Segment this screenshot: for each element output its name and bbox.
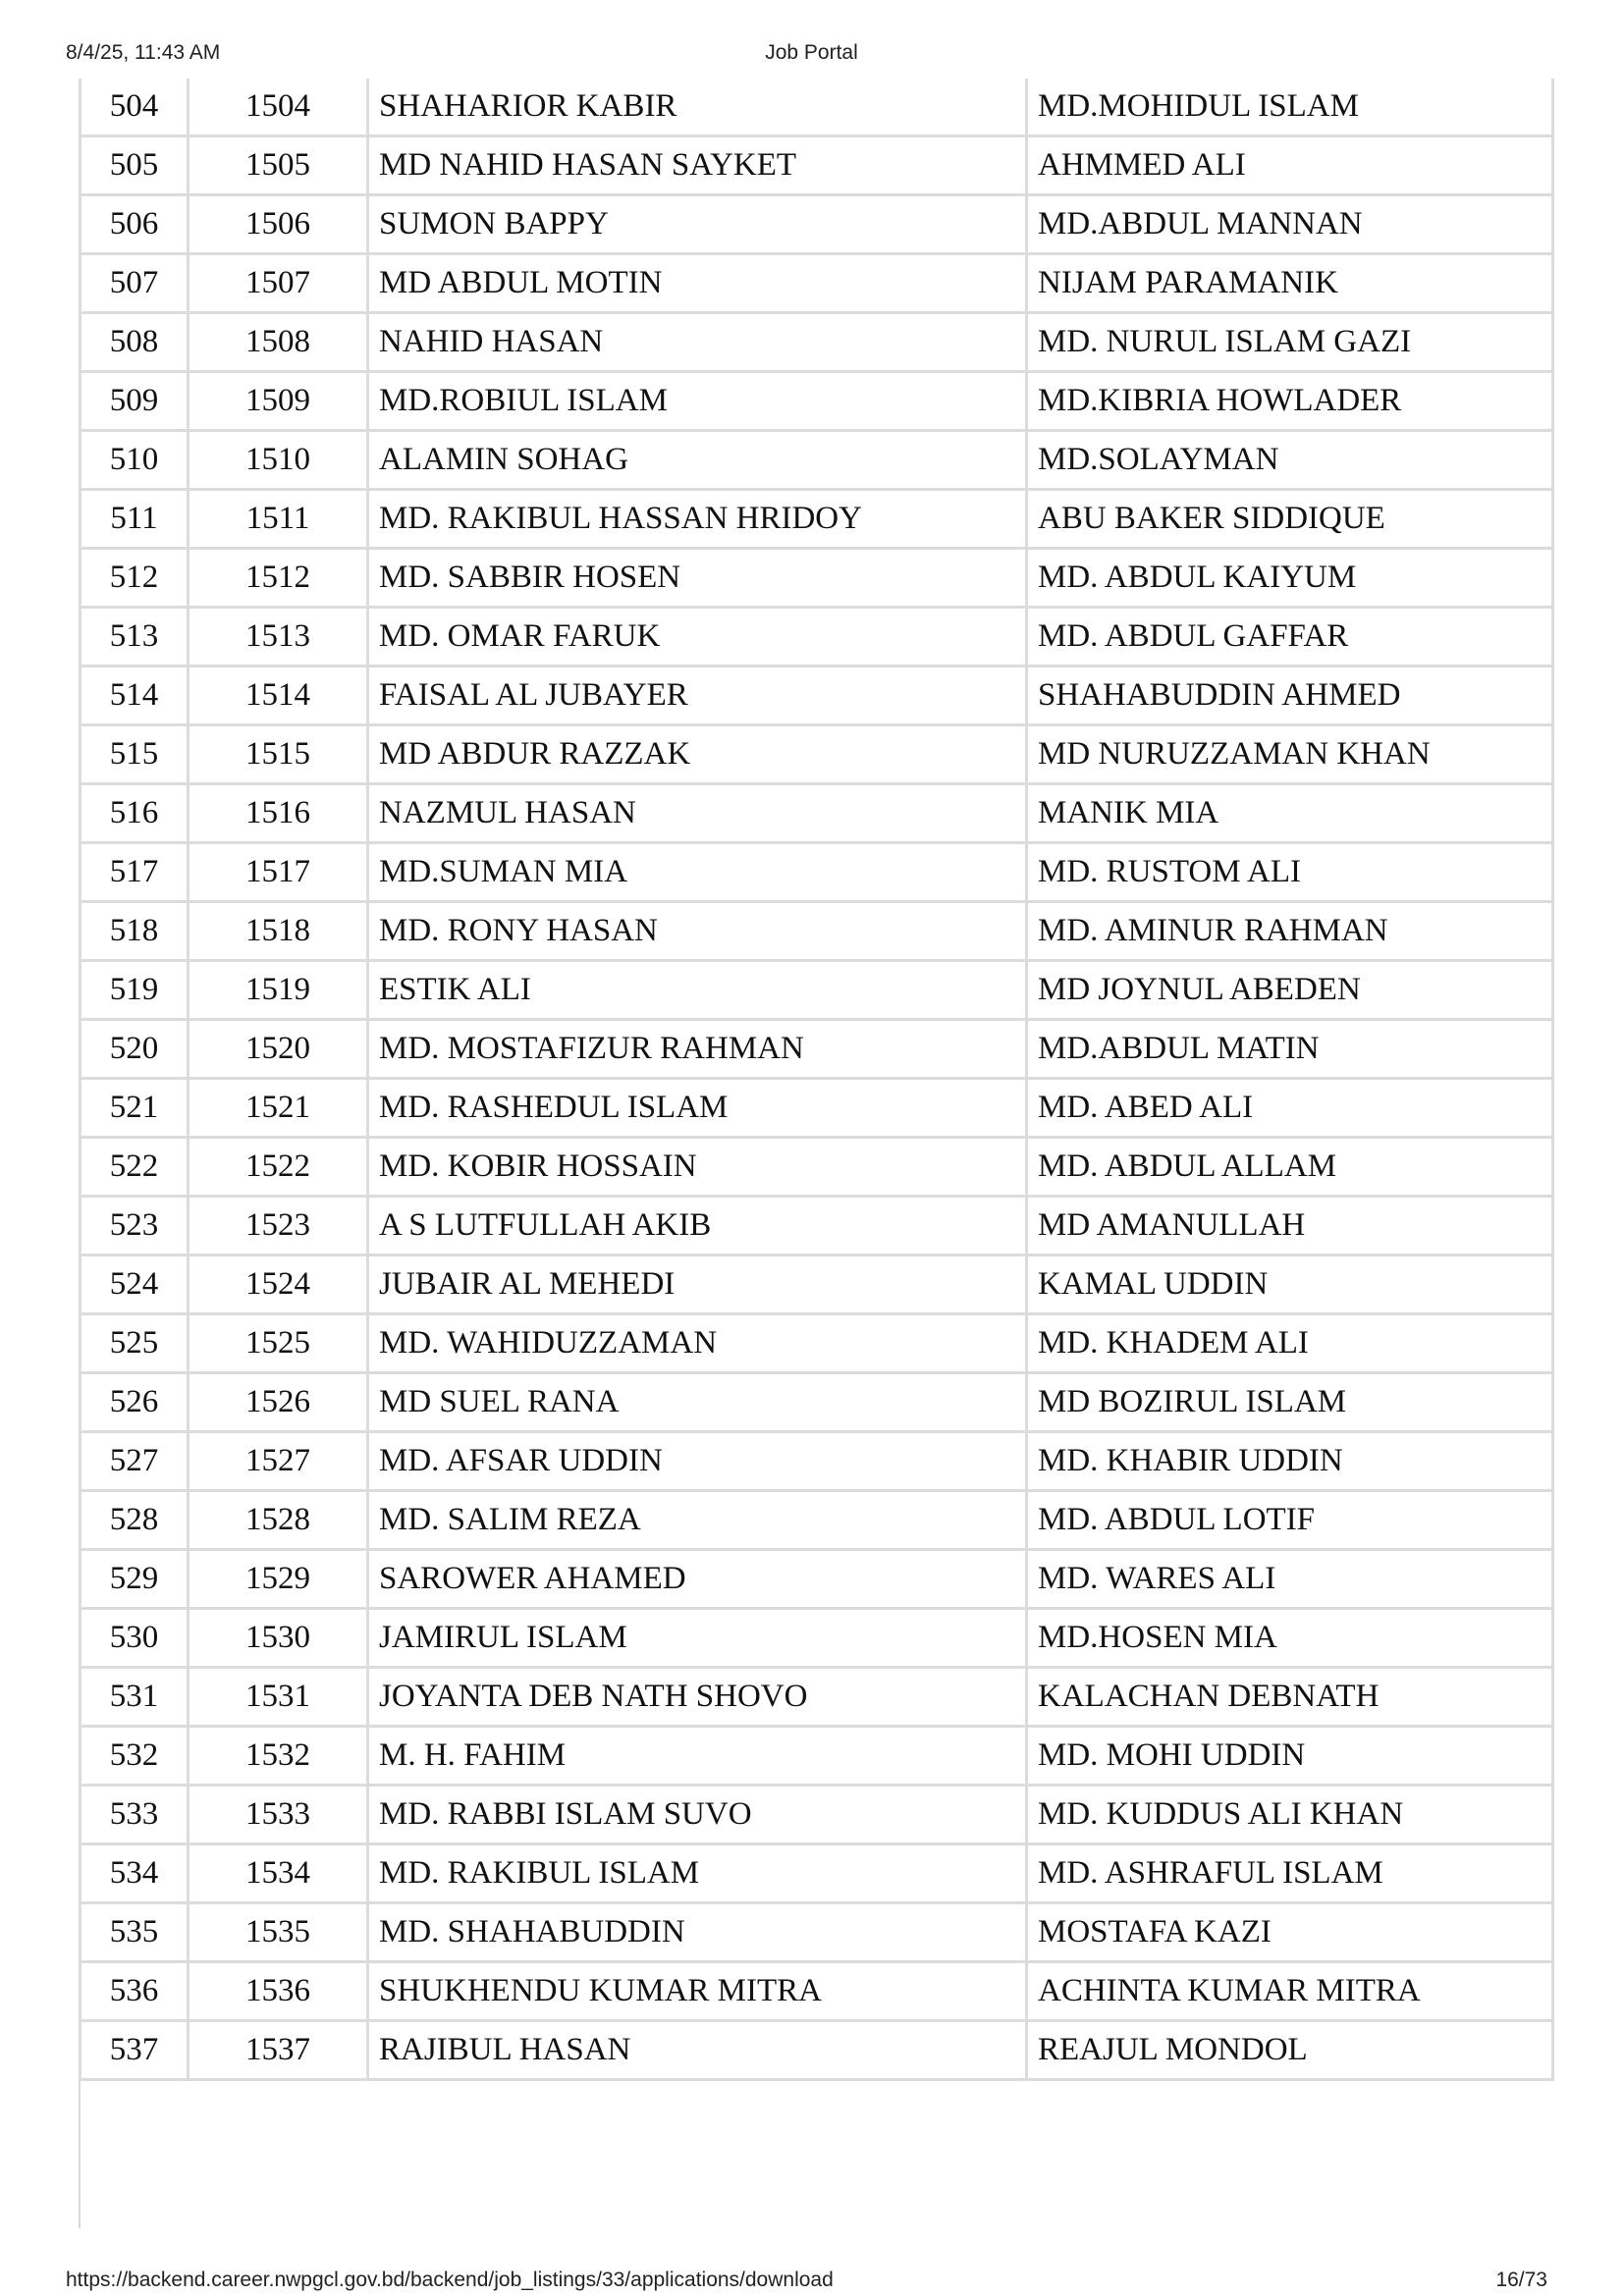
roll-cell: 1512 <box>189 549 368 608</box>
applicant-name-cell: ESTIK ALI <box>368 961 1027 1020</box>
father-name-cell: MD.ABDUL MATIN <box>1027 1020 1553 1079</box>
father-name-cell: NIJAM PARAMANIK <box>1027 254 1553 313</box>
roll-cell: 1528 <box>189 1491 368 1550</box>
table-row <box>81 843 1553 902</box>
print-header <box>0 41 1623 69</box>
roll-cell: 1520 <box>189 1020 368 1079</box>
applicant-name-cell: NAHID HASAN <box>368 313 1027 372</box>
applicant-name-cell: RAJIBUL HASAN <box>368 2021 1027 2080</box>
applicant-name-cell: MD. RASHEDUL ISLAM <box>368 1079 1027 1138</box>
applicant-name-cell: MD ABDUL MOTIN <box>368 254 1027 313</box>
table-row <box>81 961 1553 1020</box>
serial-cell: 523 <box>81 1197 189 1255</box>
applicant-name-cell: NAZMUL HASAN <box>368 784 1027 843</box>
applicant-name-cell: MD. KOBIR HOSSAIN <box>368 1138 1027 1197</box>
applicant-name-cell: MD. OMAR FARUK <box>368 608 1027 667</box>
serial-cell: 507 <box>81 254 189 313</box>
serial-cell: 530 <box>81 1609 189 1668</box>
table-row <box>81 1844 1553 1903</box>
applicant-name-cell: SHUKHENDU KUMAR MITRA <box>368 1962 1027 2021</box>
roll-cell: 1510 <box>189 431 368 490</box>
table-row <box>81 667 1553 725</box>
table-row <box>81 1432 1553 1491</box>
roll-cell: 1511 <box>189 490 368 549</box>
serial-cell: 527 <box>81 1432 189 1491</box>
father-name-cell: MD. ABDUL LOTIF <box>1027 1491 1553 1550</box>
applicant-name-cell: MD. SABBIR HOSEN <box>368 549 1027 608</box>
print-datetime: 8/4/25, 11:43 AM <box>66 41 221 64</box>
table-row <box>81 1197 1553 1255</box>
page-url: https://backend.career.nwpgcl.gov.bd/backend/job_listings/33/applications/download <box>66 2269 834 2291</box>
serial-cell: 518 <box>81 902 189 961</box>
serial-cell: 515 <box>81 725 189 784</box>
table-row <box>81 490 1553 549</box>
roll-cell: 1534 <box>189 1844 368 1903</box>
applicant-name-cell: MD. SALIM REZA <box>368 1491 1027 1550</box>
applicants-table <box>79 79 1554 2081</box>
table-row <box>81 1491 1553 1550</box>
applicant-name-cell: MD. RAKIBUL HASSAN HRIDOY <box>368 490 1027 549</box>
serial-cell: 536 <box>81 1962 189 2021</box>
table-row <box>81 1962 1553 2021</box>
roll-cell: 1518 <box>189 902 368 961</box>
page-number: 16/73 <box>1495 2269 1547 2291</box>
table-row <box>81 313 1553 372</box>
roll-cell: 1516 <box>189 784 368 843</box>
serial-cell: 511 <box>81 490 189 549</box>
serial-cell: 529 <box>81 1550 189 1609</box>
table-row <box>81 372 1553 431</box>
applicant-name-cell: JUBAIR AL MEHEDI <box>368 1255 1027 1314</box>
roll-cell: 1523 <box>189 1197 368 1255</box>
serial-cell: 537 <box>81 2021 189 2080</box>
table-row <box>81 608 1553 667</box>
father-name-cell: KALACHAN DEBNATH <box>1027 1668 1553 1727</box>
father-name-cell: MOSTAFA KAZI <box>1027 1903 1553 1962</box>
table-row <box>81 1903 1553 1962</box>
roll-cell: 1515 <box>189 725 368 784</box>
applicant-name-cell: MD. MOSTAFIZUR RAHMAN <box>368 1020 1027 1079</box>
serial-cell: 520 <box>81 1020 189 1079</box>
roll-cell: 1521 <box>189 1079 368 1138</box>
table-row <box>81 1373 1553 1432</box>
father-name-cell: SHAHABUDDIN AHMED <box>1027 667 1553 725</box>
applicant-name-cell: MD NAHID HASAN SAYKET <box>368 136 1027 195</box>
serial-cell: 533 <box>81 1786 189 1844</box>
roll-cell: 1533 <box>189 1786 368 1844</box>
roll-cell: 1527 <box>189 1432 368 1491</box>
father-name-cell: MD AMANULLAH <box>1027 1197 1553 1255</box>
father-name-cell: MD. AMINUR RAHMAN <box>1027 902 1553 961</box>
table-row <box>81 725 1553 784</box>
serial-cell: 531 <box>81 1668 189 1727</box>
table-row <box>81 1255 1553 1314</box>
father-name-cell: REAJUL MONDOL <box>1027 2021 1553 2080</box>
roll-cell: 1506 <box>189 195 368 254</box>
applicant-name-cell: M. H. FAHIM <box>368 1727 1027 1786</box>
father-name-cell: MD BOZIRUL ISLAM <box>1027 1373 1553 1432</box>
father-name-cell: MD NURUZZAMAN KHAN <box>1027 725 1553 784</box>
father-name-cell: MD.ABDUL MANNAN <box>1027 195 1553 254</box>
roll-cell: 1531 <box>189 1668 368 1727</box>
roll-cell: 1526 <box>189 1373 368 1432</box>
serial-cell: 513 <box>81 608 189 667</box>
roll-cell: 1507 <box>189 254 368 313</box>
serial-cell: 517 <box>81 843 189 902</box>
table-row <box>81 1138 1553 1197</box>
roll-cell: 1536 <box>189 1962 368 2021</box>
applicant-name-cell: SAROWER AHAMED <box>368 1550 1027 1609</box>
applicant-name-cell: MD.SUMAN MIA <box>368 843 1027 902</box>
roll-cell: 1529 <box>189 1550 368 1609</box>
serial-cell: 509 <box>81 372 189 431</box>
applicant-name-cell: SHAHARIOR KABIR <box>368 79 1027 136</box>
applicant-name-cell: MD. SHAHABUDDIN <box>368 1903 1027 1962</box>
roll-cell: 1514 <box>189 667 368 725</box>
father-name-cell: MD. ABED ALI <box>1027 1079 1553 1138</box>
applicant-name-cell: FAISAL AL JUBAYER <box>368 667 1027 725</box>
roll-cell: 1524 <box>189 1255 368 1314</box>
table-row <box>81 2021 1553 2080</box>
serial-cell: 522 <box>81 1138 189 1197</box>
applicant-name-cell: SUMON BAPPY <box>368 195 1027 254</box>
applicant-name-cell: MD. RONY HASAN <box>368 902 1027 961</box>
father-name-cell: ABU BAKER SIDDIQUE <box>1027 490 1553 549</box>
father-name-cell: MD. MOHI UDDIN <box>1027 1727 1553 1786</box>
applicant-name-cell: MD. RAKIBUL ISLAM <box>368 1844 1027 1903</box>
page-title: Job Portal <box>765 41 858 64</box>
roll-cell: 1522 <box>189 1138 368 1197</box>
father-name-cell: MD. RUSTOM ALI <box>1027 843 1553 902</box>
father-name-cell: KAMAL UDDIN <box>1027 1255 1553 1314</box>
father-name-cell: MD. KHABIR UDDIN <box>1027 1432 1553 1491</box>
serial-cell: 510 <box>81 431 189 490</box>
table-row <box>81 1609 1553 1668</box>
father-name-cell: MANIK MIA <box>1027 784 1553 843</box>
roll-cell: 1519 <box>189 961 368 1020</box>
table-row <box>81 1314 1553 1373</box>
serial-cell: 528 <box>81 1491 189 1550</box>
father-name-cell: MD. KHADEM ALI <box>1027 1314 1553 1373</box>
serial-cell: 535 <box>81 1903 189 1962</box>
roll-cell: 1535 <box>189 1903 368 1962</box>
serial-cell: 525 <box>81 1314 189 1373</box>
table-row <box>81 1727 1553 1786</box>
applicant-name-cell: MD SUEL RANA <box>368 1373 1027 1432</box>
roll-cell: 1517 <box>189 843 368 902</box>
serial-cell: 505 <box>81 136 189 195</box>
table-row <box>81 431 1553 490</box>
father-name-cell: MD.MOHIDUL ISLAM <box>1027 79 1553 136</box>
table-row <box>81 1079 1553 1138</box>
father-name-cell: MD. ABDUL GAFFAR <box>1027 608 1553 667</box>
father-name-cell: AHMMED ALI <box>1027 136 1553 195</box>
roll-cell: 1532 <box>189 1727 368 1786</box>
applicant-name-cell: MD. AFSAR UDDIN <box>368 1432 1027 1491</box>
table-row <box>81 195 1553 254</box>
applicant-name-cell: MD. WAHIDUZZAMAN <box>368 1314 1027 1373</box>
father-name-cell: MD JOYNUL ABEDEN <box>1027 961 1553 1020</box>
father-name-cell: MD. ASHRAFUL ISLAM <box>1027 1844 1553 1903</box>
serial-cell: 534 <box>81 1844 189 1903</box>
serial-cell: 526 <box>81 1373 189 1432</box>
father-name-cell: MD.SOLAYMAN <box>1027 431 1553 490</box>
roll-cell: 1508 <box>189 313 368 372</box>
table-row <box>81 79 1553 136</box>
serial-cell: 508 <box>81 313 189 372</box>
table-row <box>81 784 1553 843</box>
father-name-cell: MD.HOSEN MIA <box>1027 1609 1553 1668</box>
applicant-name-cell: ALAMIN SOHAG <box>368 431 1027 490</box>
applicants-table-body <box>81 79 1553 2080</box>
father-name-cell: MD.KIBRIA HOWLADER <box>1027 372 1553 431</box>
roll-cell: 1525 <box>189 1314 368 1373</box>
father-name-cell: MD. ABDUL KAIYUM <box>1027 549 1553 608</box>
table-row <box>81 549 1553 608</box>
roll-cell: 1505 <box>189 136 368 195</box>
applicant-name-cell: A S LUTFULLAH AKIB <box>368 1197 1027 1255</box>
table-row <box>81 1020 1553 1079</box>
table-row <box>81 254 1553 313</box>
roll-cell: 1530 <box>189 1609 368 1668</box>
serial-cell: 524 <box>81 1255 189 1314</box>
applicant-name-cell: MD.ROBIUL ISLAM <box>368 372 1027 431</box>
serial-cell: 521 <box>81 1079 189 1138</box>
print-footer <box>0 2269 1623 2296</box>
applicant-name-cell: MD. RABBI ISLAM SUVO <box>368 1786 1027 1844</box>
table-row <box>81 1550 1553 1609</box>
applicant-name-cell: JOYANTA DEB NATH SHOVO <box>368 1668 1027 1727</box>
roll-cell: 1537 <box>189 2021 368 2080</box>
serial-cell: 516 <box>81 784 189 843</box>
applicants-table-wrapper <box>79 79 1554 2081</box>
applicant-name-cell: JAMIRUL ISLAM <box>368 1609 1027 1668</box>
father-name-cell: MD. NURUL ISLAM GAZI <box>1027 313 1553 372</box>
father-name-cell: MD. KUDDUS ALI KHAN <box>1027 1786 1553 1844</box>
serial-cell: 532 <box>81 1727 189 1786</box>
serial-cell: 512 <box>81 549 189 608</box>
table-row <box>81 136 1553 195</box>
serial-cell: 504 <box>81 79 189 136</box>
roll-cell: 1513 <box>189 608 368 667</box>
father-name-cell: MD. ABDUL ALLAM <box>1027 1138 1553 1197</box>
serial-cell: 519 <box>81 961 189 1020</box>
table-row <box>81 902 1553 961</box>
roll-cell: 1509 <box>189 372 368 431</box>
roll-cell: 1504 <box>189 79 368 136</box>
applicant-name-cell: MD ABDUR RAZZAK <box>368 725 1027 784</box>
serial-cell: 514 <box>81 667 189 725</box>
table-row <box>81 1786 1553 1844</box>
father-name-cell: ACHINTA KUMAR MITRA <box>1027 1962 1553 2021</box>
father-name-cell: MD. WARES ALI <box>1027 1550 1553 1609</box>
table-row <box>81 1668 1553 1727</box>
serial-cell: 506 <box>81 195 189 254</box>
